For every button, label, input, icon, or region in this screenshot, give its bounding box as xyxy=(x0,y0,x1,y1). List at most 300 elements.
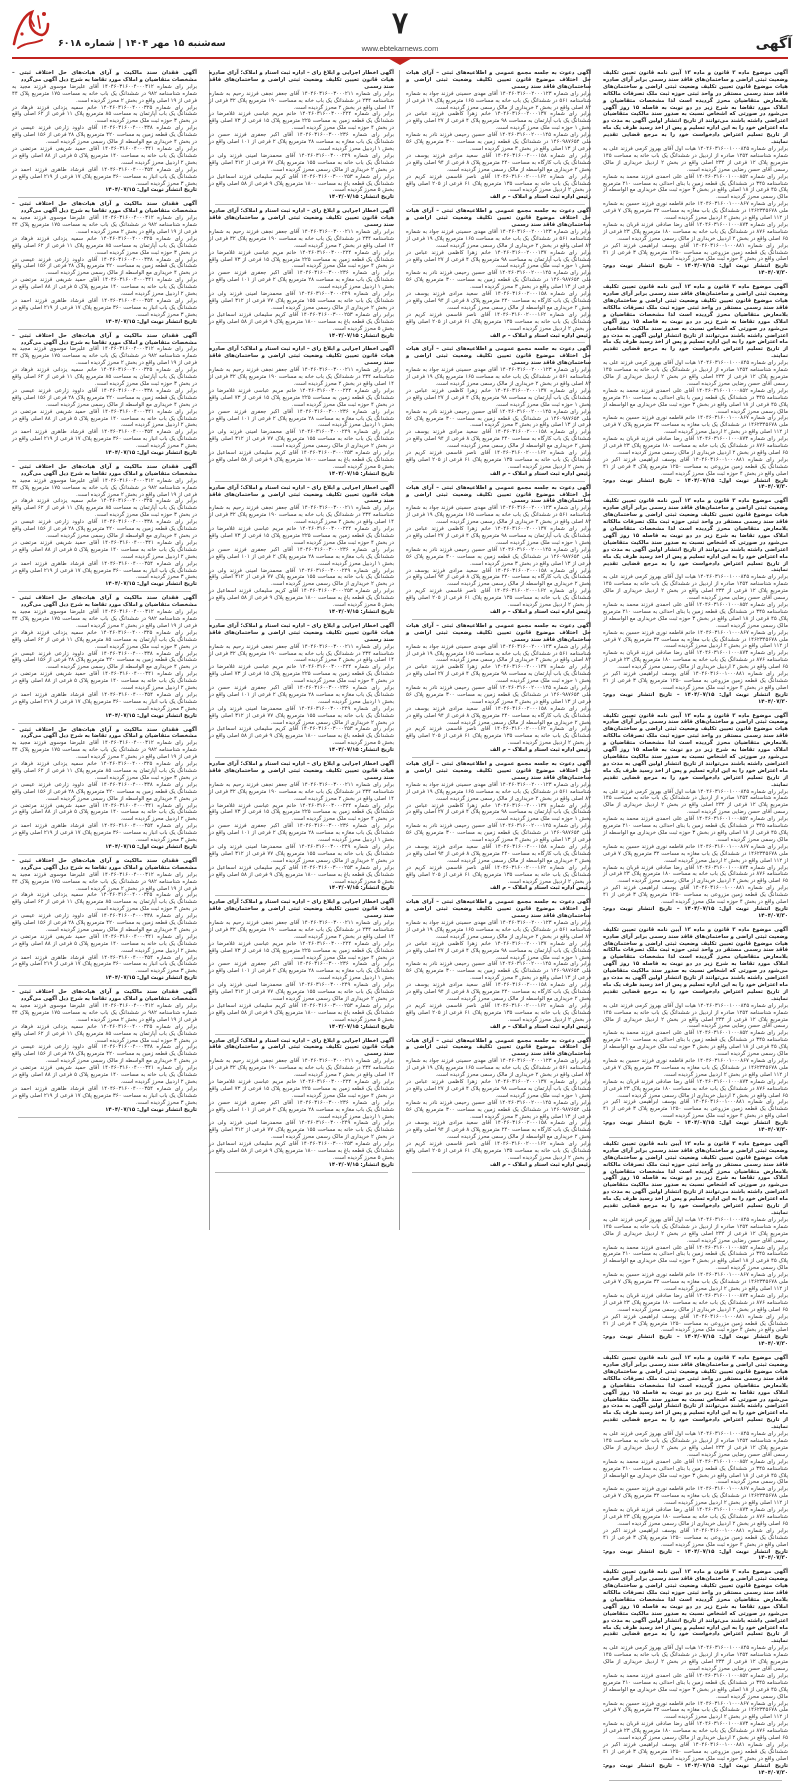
ad-entry: برابر رای شماره ۱۴۰۴۶۰۳۱۶۰۰۲۰۰۰۱۳۷ خانم زهرا کاظمی فرزند عباس در ششدانگ یک باب آپارتمان به مساحت ۹۸ مترمربع پلاک ۴ فرعی از ۲۷ اصلی واقع در بخش ۱ حوزه ثبت ملک محرز گردیده است. xyxy=(406,249,592,270)
ad-block xyxy=(209,346,394,477)
ad-intro: آگهی دعوت به جلسه مجمع عمومی و اطلاعیه‌های ثبتی – آرای هیات حل اختلاف موضوع قانون تعیین تکلیف وضعیت ثبتی اراضی و ساختمان‌های فاقد سند رسمی xyxy=(406,484,591,505)
ad-separator xyxy=(412,1172,585,1173)
ad-intro: آگهی موضوع ماده ۳ قانون و ماده ۱۳ آیین نامه قانون تعیین تکلیف وضعیت ثبتی اراضی و ساختمان‌های فاقد سند رسمی برابر آرای صادره هیات موضوع قانون تعیین تکلیف وضعیت ثبتی اراضی و ساختمان‌های فاقد سند رسمی مستقر در واحد ثبتی حوزه ثبت ملک تصرفات مالکانه بلامعارض متقاضیان محرز گردیده است لذا مشخصات متقاضیان و املاک مورد تقاضا به شرح زیر در دو نوبت به فاصله ۱۵ روز آگهی می‌شود در صورتی که اشخاص نسبت به صدور سند مالکیت متقاضیان اعتراضی داشته باشند می‌توانند از تاریخ انتشار اولین آگهی به مدت دو ماه اعتراض خود را به این اداره تسلیم و پس از اخذ رسید ظرف یک ماه از تاریخ تسلیم اعتراض دادخواست خود را به مرجع قضایی تقدیم نمایند. xyxy=(603,70,789,146)
ad-block xyxy=(12,727,197,851)
ad-block xyxy=(209,208,394,339)
ad-separator xyxy=(412,757,585,758)
ad-ref: تاریخ انتشار: ۱۴۰۴/۰۷/۱۵ xyxy=(328,332,394,339)
ad-entry: برابر رای شماره ۱۴۰۴۶۰۳۱۶۰۰۲۰۰۰۱۵۸ آقای سعید مرادی فرزند یوسف در ششدانگ یک باب کارگاه به مساحت ۲۴۰ مترمربع پلاک ۸ فرعی از ۹۴ اصلی واقع در بخش ۲ خریداری مع الواسطه از مالک رسمی محرز گردیده است. xyxy=(406,982,592,1002)
ad-entry: برابر رای شماره ۱۴۰۴۶۰۳۱۶۰۰۲۰۰۰۱۲۳ آقای مهدی حسینی فرزند جواد به شماره شناسنامه ۵۶۱ در ششدانگ یک باب خانه به مساحت ۱۶۵ مترمربع پلاک ۱۹ فرعی از ۸۲ اصلی واقع در بخش ۲ خریداری از مالک رسمی محرز گردیده است. xyxy=(406,90,592,111)
section-title: آگهی xyxy=(755,36,792,52)
ad-entry: برابر رای شماره ۱۴۰۴۶۰۳۱۶۰۰۲۰۰۰۱۲۳ آقای مهدی حسینی فرزند جواد به شماره شناسنامه ۵۶۱ در ششدانگ یک باب خانه به مساحت ۱۶۵ مترمربع پلاک ۱۹ فرعی از ۸۲ اصلی واقع در بخش ۲ خریداری از مالک رسمی محرز گردیده است. xyxy=(406,781,592,802)
ad-ref: تاریخ انتشار نوبت اول: ۱۴۰۴/۰۷/۱۵ – تاریخ انتشار نوبت دوم: ۱۴۰۴/۰۷/۳۰ xyxy=(603,1548,788,1562)
ad-separator xyxy=(215,619,388,620)
ad-entry: برابر رای شماره ۱۴۰۴۶۰۳۱۶۰۰۱۰۰۰۸۸۱ آقای یوسف ابراهیمی فرزند اکبر در ششدانگ یک قطعه زمین مزروعی به مساحت ۱۲۵۰ مترمربع پلاک ۳ فرعی از ۴۱ اصلی واقع در بخش ۴ حوزه ثبت ملک محرز گردیده است. xyxy=(603,1527,788,1548)
ad-separator xyxy=(609,494,782,495)
ad-ref: تاریخ انتشار نوبت اول: ۱۴۰۴/۰۷/۱۵ – تاریخ انتشار نوبت دوم: ۱۴۰۴/۰۷/۳۰ xyxy=(603,1120,788,1134)
ad-block xyxy=(12,858,197,982)
ad-entry: برابر رای شماره ۱۴۰۴۶۰۳۱۶۰۰۴۰۰۰۳۱۲ آقای علیرضا موسوی فرزند مجید به شماره شناسنامه ۹۸۲ در ششدانگ یک باب خانه به مساحت ۱۷۵ مترمربع پلاک ۴۴ فرعی از ۱۹ اصلی واقع در بخش ۲ محرز گردیده است. xyxy=(12,346,197,367)
ad-entry: برابر رای شماره ۱۴۰۴۶۰۳۱۶۰۰۱۰۰۰۸۷۳ آقای رضا صادقی فرزند قربان به شماره شناسنامه ۸۷۶ در ششدانگ یک باب خانه به مساحت ۱۸۰ مترمربع پلاک ۲۳ فرعی از ۶۵ اصلی واقع در بخش ۲ اردبیل خریداری از مالک رسمی محرز گردیده است. xyxy=(603,1292,789,1313)
ad-ref: رئیس اداره ثبت اسناد و املاک – م الف xyxy=(490,1161,591,1168)
ad-entry: برابر رای شماره ۱۴۰۴۶۰۳۱۶۰۰۱۰۰۰۸۷۳ آقای رضا صادقی فرزند قربان به شماره شناسنامه ۸۷۶ در ششدانگ یک باب خانه به مساحت ۱۸۰ مترمربع پلاک ۲۳ فرعی از ۶۵ اصلی واقع در بخش ۲ اردبیل خریداری از مالک رسمی محرز گردیده است. xyxy=(603,1721,789,1742)
ad-block xyxy=(12,595,197,719)
ad-ref: رئیس اداره ثبت اسناد و املاک – م الف xyxy=(490,747,591,754)
ad-entry: برابر رای شماره ۱۴۰۴۶۰۳۱۶۰۰۳۰۰۰۲۴۹ آقای محمدرضا امینی فرزند ولی در ششدانگ یک باب خانه به مساحت ۱۵۵ مترمربع پلاک ۷۷ فرعی از ۳۱۲ اصلی واقع در بخش ۲ خریداری از مالک رسمی محرز گردیده است. xyxy=(209,843,395,864)
ad-entry: برابر رای شماره ۱۴۰۴۶۰۳۱۶۰۰۲۰۰۰۱۲۳ آقای مهدی حسینی فرزند جواد به شماره شناسنامه ۵۶۱ در ششدانگ یک باب خانه به مساحت ۱۶۵ مترمربع پلاک ۱۹ فرعی از ۸۲ اصلی واقع در بخش ۲ خریداری از مالک رسمی محرز گردیده است. xyxy=(406,228,592,249)
ad-entry: برابر رای شماره ۱۴۰۴۶۰۳۱۶۰۰۳۰۰۰۲۲۴ خانم مریم عباسی فرزند غلامرضا در ششدانگ یک قطعه زمین به مساحت ۲۲۵ مترمربع پلاک ۱۵ فرعی از ۷۳ اصلی واقع در بخش ۴ حوزه ثبت ملک محرز گردیده است. xyxy=(209,802,395,823)
ad-intro: آگهی فقدان سند مالکیت و آرای هیات‌های حل اختلاف ثبتی – مشخصات متقاضیان و املاک مورد تقاضا به شرح ذیل آگهی می‌گردد xyxy=(12,989,197,1003)
ad-block xyxy=(603,70,788,277)
ad-entry: برابر رای شماره ۱۴۰۴۶۰۳۱۶۰۰۱۰۰۰۸۵۲ آقای علی احمدی فرزند محمد به شماره شناسنامه ۳۴۵ در ششدانگ یک قطعه زمین با بنای احداثی به مساحت ۲۱۰ مترمربع پلاک ۴۵ فرعی از ۱۸ اصلی واقع در بخش ۳ حوزه ثبت ملک خریداری مع الواسطه از مالک رسمی محرز گردیده است. xyxy=(603,601,788,629)
ad-entry: برابر رای شماره ۱۴۰۴۶۰۳۱۶۰۰۱۰۰۰۸۷۳ آقای رضا صادقی فرزند قربان به شماره شناسنامه ۸۷۶ در ششدانگ یک باب خانه به مساحت ۱۸۰ مترمربع پلاک ۲۳ فرعی از ۶۵ اصلی واقع در بخش ۲ اردبیل خریداری از مالک رسمی محرز گردیده است. xyxy=(603,221,789,242)
ad-entry: برابر رای شماره ۱۴۰۴۶۰۳۱۶۰۰۳۰۰۰۲۳۶ آقای اکبر جعفری فرزند حسن در ششدانگ یک باب مغازه به مساحت ۲۸ مترمربع پلاک ۲ فرعی از ۱۰۱ اصلی واقع در بخش ۱ اردبیل محرز گردیده است. xyxy=(209,132,394,152)
ad-entry: برابر رای شماره ۱۴۰۴۶۰۳۱۶۰۰۴۰۰۰۳۳۸ آقای داوود زارعی فرزند عیسی در ششدانگ یک قطعه زمین به مساحت ۴۲۰ مترمربع پلاک ۲۸ فرعی از ۱۵۶ اصلی واقع در بخش ۴ خریداری مع الواسطه از مالک رسمی محرز گردیده است. xyxy=(12,519,197,539)
ad-entry: برابر رای شماره ۱۴۰۴۶۰۳۱۶۰۰۲۰۰۰۱۶۲ آقای ناصر قاسمی فرزند کریم در ششدانگ یک باب خانه به مساحت ۱۳۵ مترمربع پلاک ۶۱ فرعی از ۲۰۵ اصلی واقع در بخش ۲ اردبیل محرز گردیده است. xyxy=(406,1141,592,1161)
ad-intro: آگهی اخطار اجرایی و ابلاغ رای – اداره ثبت اسناد و املاک؛ آرای صادره هیات قانون تعیین تکلیف وضعیت ثبتی اراضی و ساختمان‌های فاقد سند رسمی xyxy=(209,761,394,781)
ad-entry: برابر رای شماره ۱۴۰۴۶۰۳۱۶۰۰۱۰۰۰۸۷۳ آقای رضا صادقی فرزند قربان به شماره شناسنامه ۸۷۶ در ششدانگ یک باب خانه به مساحت ۱۸۰ مترمربع پلاک ۲۳ فرعی از ۶۵ اصلی واقع در بخش ۲ اردبیل خریداری از مالک رسمی محرز گردیده است. xyxy=(603,1507,789,1527)
ad-ref: تاریخ انتشار نوبت اول: ۱۴۰۴/۰۷/۱۵ xyxy=(105,712,197,719)
ad-entry: برابر رای شماره ۱۴۰۴۶۰۳۱۶۰۰۳۰۰۰۲۴۹ آقای محمدرضا امینی فرزند ولی در ششدانگ یک باب خانه به مساحت ۱۵۵ مترمربع پلاک ۷۷ فرعی از ۳۱۲ اصلی واقع در بخش ۲ خریداری از مالک رسمی محرز گردیده است. xyxy=(209,152,395,173)
ad-separator xyxy=(412,1034,585,1035)
ad-entry: برابر رای شماره ۱۴۰۴۶۰۳۱۶۰۰۱۰۰۰۸۸۱ آقای یوسف ابراهیمی فرزند اکبر در ششدانگ یک قطعه زمین مزروعی به مساحت ۱۲۵۰ مترمربع پلاک ۳ فرعی از ۴۱ اصلی واقع در بخش ۴ حوزه ثبت ملک محرز گردیده است. xyxy=(603,1741,788,1762)
ad-entry: برابر رای شماره ۱۴۰۴۶۰۳۱۶۰۰۲۰۰۰۱۶۲ آقای ناصر قاسمی فرزند کریم در ششدانگ یک باب خانه به مساحت ۱۳۵ مترمربع پلاک ۶۱ فرعی از ۲۰۵ اصلی واقع در بخش ۲ اردبیل محرز گردیده است. xyxy=(406,1002,592,1023)
ad-ref: تاریخ انتشار: ۱۴۰۴/۰۷/۱۵ xyxy=(328,194,394,201)
ad-block xyxy=(209,1038,394,1169)
ad-entry: برابر رای شماره ۱۴۰۴۶۰۳۱۶۰۰۴۰۰۰۳۴۱ آقای حمید شریفی فرزند مرتضی در ششدانگ یک باب خانه به مساحت ۱۴۰ مترمربع پلاک ۵ فرعی از ۸۸ اصلی واقع در بخش ۲ اردبیل محرز گردیده است. xyxy=(12,933,198,954)
ad-entry: برابر رای شماره ۱۴۰۴۶۰۳۱۶۰۰۳۰۰۰۲۱۱ آقای جعفر نجفی فرزند رحیم به شماره شناسنامه ۲۳۴ در ششدانگ یک باب خانه به مساحت ۱۹۰ مترمربع پلاک ۳۲ فرعی از ۱۴ اصلی واقع در بخش ۲ محرز گردیده است. xyxy=(209,90,395,111)
ad-entry: برابر رای شماره ۱۴۰۴۶۰۳۱۶۰۰۲۰۰۰۱۲۳ آقای مهدی حسینی فرزند جواد به شماره شناسنامه ۵۶۱ در ششدانگ یک باب خانه به مساحت ۱۶۵ مترمربع پلاک ۱۹ فرعی از ۸۲ اصلی واقع در بخش ۲ خریداری از مالک رسمی محرز گردیده است. xyxy=(406,643,592,664)
ad-entry: برابر رای شماره ۱۴۰۴۶۰۳۱۶۰۰۲۰۰۰۱۴۵ آقای حسین رحیمی فرزند نادر به شماره ملی ۱۴۶۰۹۸۷۶۵۴ در ششدانگ یک قطعه زمین به مساحت ۳۰۰ مترمربع پلاک ۵۶ فرعی از ۱۳ اصلی واقع در بخش ۳ محرز گردیده است. xyxy=(406,823,591,844)
ad-separator xyxy=(18,1117,191,1118)
ad-ref: تاریخ انتشار نوبت اول: ۱۴۰۴/۰۷/۱۵ – تاریخ انتشار نوبت دوم: ۱۴۰۴/۰۷/۳۰ xyxy=(603,691,788,705)
ad-entry: برابر رای شماره ۱۴۰۴۶۰۳۱۶۰۰۱۰۰۰۸۷۳ آقای رضا صادقی فرزند قربان به شماره شناسنامه ۸۷۶ در ششدانگ یک باب خانه به مساحت ۱۸۰ مترمربع پلاک ۲۳ فرعی از ۶۵ اصلی واقع در بخش ۲ اردبیل خریداری از مالک رسمی محرز گردیده است. xyxy=(603,864,789,885)
ad-separator xyxy=(18,197,191,198)
ad-ref: تاریخ انتشار نوبت اول: ۱۴۰۴/۰۷/۱۵ xyxy=(105,581,197,588)
ad-ref: تاریخ انتشار نوبت اول: ۱۴۰۴/۰۷/۱۵ – تاریخ انتشار نوبت دوم: ۱۴۰۴/۰۷/۳۰ xyxy=(603,1762,788,1776)
ad-entry: برابر رای شماره ۱۴۰۴۶۰۳۱۶۰۰۳۰۰۰۲۴۹ آقای محمدرضا امینی فرزند ولی در ششدانگ یک باب خانه به مساحت ۱۵۵ مترمربع پلاک ۷۷ فرعی از ۳۱۲ اصلی واقع در بخش ۲ خریداری از مالک رسمی محرز گردیده است. xyxy=(209,1120,395,1141)
ad-separator xyxy=(609,1565,782,1566)
ad-entry: برابر رای شماره ۱۴۰۴۶۰۳۱۶۰۰۴۰۰۰۳۴۱ آقای حمید شریفی فرزند مرتضی در ششدانگ یک باب خانه به مساحت ۱۴۰ مترمربع پلاک ۵ فرعی از ۸۸ اصلی واقع در بخش ۲ اردبیل محرز گردیده است. xyxy=(12,277,198,298)
ad-entry: برابر رای شماره ۱۴۰۴۶۰۳۱۶۰۰۳۰۰۰۲۲۴ خانم مریم عباسی فرزند غلامرضا در ششدانگ یک قطعه زمین به مساحت ۲۲۵ مترمربع پلاک ۱۵ فرعی از ۷۳ اصلی واقع در بخش ۴ حوزه ثبت ملک محرز گردیده است. xyxy=(209,249,395,270)
ad-entry: برابر رای شماره ۱۴۰۴۶۰۳۱۶۰۰۱۰۰۰۸۶۷ خانم فاطمه نوری فرزند حسین به شماره ملی ۱۴۶۲۳۴۵۶۷۸ در ششدانگ یک باب مغازه به مساحت ۳۲ مترمربع پلاک ۷ فرعی از ۱۱۲ اصلی واقع در بخش ۲ اردبیل محرز گردیده است. xyxy=(603,1486,788,1507)
ad-block xyxy=(406,346,591,477)
ad-intro: آگهی فقدان سند مالکیت و آرای هیات‌های حل اختلاف ثبتی – مشخصات متقاضیان و املاک مورد تقاضا به شرح ذیل آگهی می‌گردد xyxy=(12,332,197,346)
ad-entry: برابر رای شماره ۱۴۰۴۶۰۳۱۶۰۰۳۰۰۰۲۳۶ آقای اکبر جعفری فرزند حسن در ششدانگ یک باب مغازه به مساحت ۲۸ مترمربع پلاک ۲ فرعی از ۱۰۱ اصلی واقع در بخش ۱ اردبیل محرز گردیده است. xyxy=(209,408,394,429)
ad-entry: برابر رای شماره ۱۴۰۴۶۰۳۱۶۰۰۲۰۰۰۱۳۷ خانم زهرا کاظمی فرزند عباس در ششدانگ یک باب آپارتمان به مساحت ۹۸ مترمربع پلاک ۴ فرعی از ۲۷ اصلی واقع در بخش ۱ حوزه ثبت ملک محرز گردیده است. xyxy=(406,664,592,685)
ad-entry: برابر رای شماره ۱۴۰۴۶۰۳۱۶۰۰۳۰۰۰۲۵۳ آقای کریم سلیمانی فرزند اسماعیل در ششدانگ یک قطعه باغ به مساحت ۱۸۰۰ مترمربع پلاک ۹ فرعی از ۵۸ اصلی واقع در بخش ۵ محرز گردیده است. xyxy=(209,864,394,885)
ad-entry: برابر رای شماره ۱۴۰۴۶۰۳۱۶۰۰۱۰۰۰۸۶۷ خانم فاطمه نوری فرزند حسین به شماره ملی ۱۴۶۲۳۴۵۶۷۸ در ششدانگ یک باب مغازه به مساحت ۳۲ مترمربع پلاک ۷ فرعی از ۱۱۲ اصلی واقع در بخش ۲ اردبیل محرز گردیده است. xyxy=(603,629,788,650)
ad-entry: برابر رای شماره ۱۴۰۴۶۰۳۱۶۰۰۱۰۰۰۸۵۲ آقای علی احمدی فرزند محمد به شماره شناسنامه ۳۴۵ در ششدانگ یک قطعه زمین با بنای احداثی به مساحت ۲۱۰ مترمربع پلاک ۴۵ فرعی از ۱۸ اصلی واقع در بخش ۳ حوزه ثبت ملک خریداری مع الواسطه از مالک رسمی محرز گردیده است. xyxy=(603,1672,788,1700)
ad-entry: برابر رای شماره ۱۴۰۴۶۰۳۱۶۰۰۴۰۰۰۳۱۲ آقای علیرضا موسوی فرزند مجید به شماره شناسنامه ۹۸۲ در ششدانگ یک باب خانه به مساحت ۱۷۵ مترمربع پلاک ۴۴ فرعی از ۱۹ اصلی واقع در بخش ۲ محرز گردیده است. xyxy=(12,1003,197,1023)
ad-block xyxy=(603,284,788,491)
ad-block xyxy=(209,623,394,754)
ad-entry: برابر رای شماره ۱۴۰۴۶۰۳۱۶۰۰۳۰۰۰۲۵۳ آقای کریم سلیمانی فرزند اسماعیل در ششدانگ یک قطعه باغ به مساحت ۱۸۰۰ مترمربع پلاک ۹ فرعی از ۵۸ اصلی واقع در بخش ۵ محرز گردیده است. xyxy=(209,311,394,332)
ad-ref: تاریخ انتشار: ۱۴۰۴/۰۷/۱۵ xyxy=(328,885,394,892)
ad-entry: برابر رای شماره ۱۴۰۴۶۰۳۱۶۰۰۴۰۰۰۳۲۵ خانم سمیه یزدانی فرزند فرهاد در ششدانگ یک باب آپارتمان به مساحت ۸۵ مترمربع پلاک ۱۱ فرعی از ۶۲ اصلی واقع در بخش ۳ حوزه ثبت ملک محرز گردیده است. xyxy=(12,892,197,913)
ad-separator xyxy=(609,1351,782,1352)
ad-entry: برابر رای شماره ۱۴۰۴۶۰۳۱۶۰۰۴۰۰۰۳۲۵ خانم سمیه یزدانی فرزند فرهاد در ششدانگ یک باب آپارتمان به مساحت ۸۵ مترمربع پلاک ۱۱ فرعی از ۶۲ اصلی واقع در بخش ۳ حوزه ثبت ملک محرز گردیده است. xyxy=(12,629,197,650)
ad-entry: برابر رای شماره ۱۴۰۴۶۰۳۱۶۰۰۱۰۰۰۸۸۱ آقای یوسف ابراهیمی فرزند اکبر در ششدانگ یک قطعه زمین مزروعی به مساحت ۱۲۵۰ مترمربع پلاک ۳ فرعی از ۴۱ اصلی واقع در بخش ۴ حوزه ثبت ملک محرز گردیده است. xyxy=(603,242,788,263)
ad-entry: برابر رای شماره ۱۴۰۴۶۰۳۱۶۰۰۲۰۰۰۱۴۵ آقای حسین رحیمی فرزند نادر به شماره ملی ۱۴۶۰۹۸۷۶۵۴ در ششدانگ یک قطعه زمین به مساحت ۳۰۰ مترمربع پلاک ۵۶ فرعی از ۱۳ اصلی واقع در بخش ۳ محرز گردیده است. xyxy=(406,961,591,982)
ad-entry: برابر رای شماره ۱۴۰۴۶۰۳۱۶۰۰۱۰۰۰۸۷۳ آقای رضا صادقی فرزند قربان به شماره شناسنامه ۸۷۶ در ششدانگ یک باب خانه به مساحت ۱۸۰ مترمربع پلاک ۲۳ فرعی از ۶۵ اصلی واقع در بخش ۲ اردبیل خریداری از مالک رسمی محرز گردیده است. xyxy=(603,650,789,671)
site-url-link[interactable]: www.ebtekarnews.com xyxy=(361,44,439,53)
ad-entry: برابر رای شماره ۱۴۰۴۶۰۳۱۶۰۰۳۰۰۰۲۵۳ آقای کریم سلیمانی فرزند اسماعیل در ششدانگ یک قطعه باغ به مساحت ۱۸۰۰ مترمربع پلاک ۹ فرعی از ۵۸ اصلی واقع در بخش ۵ محرز گردیده است. xyxy=(209,1002,394,1023)
ad-entry: برابر رای شماره ۱۴۰۴۶۰۳۱۶۰۰۲۰۰۰۱۳۷ خانم زهرا کاظمی فرزند عباس در ششدانگ یک باب آپارتمان به مساحت ۹۸ مترمربع پلاک ۴ فرعی از ۲۷ اصلی واقع در بخش ۱ حوزه ثبت ملک محرز گردیده است. xyxy=(406,111,592,132)
ad-entry: برابر رای شماره ۱۴۰۴۶۰۳۱۶۰۰۱۰۰۰۸۶۷ خانم فاطمه نوری فرزند حسین به شماره ملی ۱۴۶۲۳۴۵۶۷۸ در ششدانگ یک باب مغازه به مساحت ۳۲ مترمربع پلاک ۷ فرعی از ۱۱۲ اصلی واقع در بخش ۲ اردبیل محرز گردیده است. xyxy=(603,415,788,436)
ad-entry: برابر رای شماره ۱۴۰۴۶۰۳۱۶۰۰۳۰۰۰۲۵۳ آقای کریم سلیمانی فرزند اسماعیل در ششدانگ یک قطعه باغ به مساحت ۱۸۰۰ مترمربع پلاک ۹ فرعی از ۵۸ اصلی واقع در بخش ۵ محرز گردیده است. xyxy=(209,726,394,747)
ad-entry: برابر رای شماره ۱۴۰۴۶۰۳۱۶۰۰۱۰۰۰۸۶۷ خانم فاطمه نوری فرزند حسین به شماره ملی ۱۴۶۲۳۴۵۶۷۸ در ششدانگ یک باب مغازه به مساحت ۳۲ مترمربع پلاک ۷ فرعی از ۱۱۲ اصلی واقع در بخش ۲ اردبیل محرز گردیده است. xyxy=(603,1057,788,1078)
ad-entry: برابر رای شماره ۱۴۰۴۶۰۳۱۶۰۰۲۰۰۰۱۵۸ آقای سعید مرادی فرزند یوسف در ششدانگ یک باب کارگاه به مساحت ۲۴۰ مترمربع پلاک ۸ فرعی از ۹۴ اصلی واقع در بخش ۲ خریداری مع الواسطه از مالک رسمی محرز گردیده است. xyxy=(406,705,592,726)
ad-entry: برابر رای شماره ۱۴۰۴۶۰۳۱۶۰۰۲۰۰۰۱۵۸ آقای سعید مرادی فرزند یوسف در ششدانگ یک باب کارگاه به مساحت ۲۴۰ مترمربع پلاک ۸ فرعی از ۹۴ اصلی واقع در بخش ۲ خریداری مع الواسطه از مالک رسمی محرز گردیده است. xyxy=(406,291,592,311)
ad-ref: تاریخ انتشار نوبت اول: ۱۴۰۴/۰۷/۱۵ – تاریخ انتشار نوبت دوم: ۱۴۰۴/۰۷/۳۰ xyxy=(603,905,788,919)
ad-entry: برابر رای شماره ۱۴۰۴۶۰۳۱۶۰۰۲۰۰۰۱۶۲ آقای ناصر قاسمی فرزند کریم در ششدانگ یک باب خانه به مساحت ۱۳۵ مترمربع پلاک ۶۱ فرعی از ۲۰۵ اصلی واقع در بخش ۲ اردبیل محرز گردیده است. xyxy=(406,726,592,747)
ad-entry: برابر رای شماره ۱۴۰۴۶۰۳۱۶۰۰۴۰۰۰۳۱۲ آقای علیرضا موسوی فرزند مجید به شماره شناسنامه ۹۸۲ در ششدانگ یک باب خانه به مساحت ۱۷۵ مترمربع پلاک ۴۴ فرعی از ۱۹ اصلی واقع در بخش ۲ محرز گردیده است. xyxy=(12,871,197,892)
ad-column xyxy=(209,70,394,1230)
ad-intro: آگهی فقدان سند مالکیت و آرای هیات‌های حل اختلاف ثبتی – مشخصات متقاضیان و املاک مورد تقاضا به شرح ذیل آگهی می‌گردد xyxy=(12,857,197,871)
ad-entry: برابر رای شماره ۱۴۰۴۶۰۳۱۶۰۰۴۰۰۰۳۵۴ آقای فرشاد طاهری فرزند احمد در ششدانگ یک باب انبار به مساحت ۳۶۰ مترمربع پلاک ۱۷ فرعی از ۲۱۹ اصلی واقع در بخش ۳ محرز گردیده است. xyxy=(12,298,198,318)
ad-entry: برابر رای شماره ۱۴۰۴۶۰۳۱۶۰۰۴۰۰۰۳۱۲ آقای علیرضا موسوی فرزند مجید به شماره شناسنامه ۹۸۲ در ششدانگ یک باب خانه به مساحت ۱۷۵ مترمربع پلاک ۴۴ فرعی از ۱۹ اصلی واقع در بخش ۲ محرز گردیده است. xyxy=(12,83,197,104)
ad-entry: برابر رای شماره ۱۴۰۴۶۰۳۱۶۰۰۴۰۰۰۳۳۸ آقای داوود زارعی فرزند عیسی در ششدانگ یک قطعه زمین به مساحت ۴۲۰ مترمربع پلاک ۲۸ فرعی از ۱۵۶ اصلی واقع در بخش ۴ خریداری مع الواسطه از مالک رسمی محرز گردیده است. xyxy=(12,387,197,408)
ad-columns xyxy=(12,70,789,1776)
ad-entry: برابر رای شماره ۱۴۰۴۶۰۳۱۶۰۰۱۰۰۰۸۸۱ آقای یوسف ابراهیمی فرزند اکبر در ششدانگ یک قطعه زمین مزروعی به مساحت ۱۲۵۰ مترمربع پلاک ۳ فرعی از ۴۱ اصلی واقع در بخش ۴ حوزه ثبت ملک محرز گردیده است. xyxy=(603,885,788,906)
ad-ref: تاریخ انتشار نوبت اول: ۱۴۰۴/۰۷/۱۵ – تاریخ انتشار نوبت دوم: ۱۴۰۴/۰۷/۳۰ xyxy=(603,263,788,277)
ad-entry: برابر رای شماره ۱۴۰۴۶۰۳۱۶۰۰۳۰۰۰۲۴۹ آقای محمدرضا امینی فرزند ولی در ششدانگ یک باب خانه به مساحت ۱۵۵ مترمربع پلاک ۷۷ فرعی از ۳۱۲ اصلی واقع در بخش ۲ خریداری از مالک رسمی محرز گردیده است. xyxy=(209,705,395,726)
page-header xyxy=(0,0,800,64)
ad-separator xyxy=(412,342,585,343)
ad-ref: رئیس اداره ثبت اسناد و املاک – م الف xyxy=(490,470,591,477)
ad-entry: برابر رای شماره ۱۴۰۴۶۰۳۱۶۰۰۳۰۰۰۲۳۶ آقای اکبر جعفری فرزند حسن در ششدانگ یک باب مغازه به مساحت ۲۸ مترمربع پلاک ۲ فرعی از ۱۰۱ اصلی واقع در بخش ۱ اردبیل محرز گردیده است. xyxy=(209,823,394,844)
ad-block xyxy=(406,623,591,754)
ad-entry: برابر رای شماره ۱۴۰۴۶۰۳۱۶۰۰۴۰۰۰۳۲۵ خانم سمیه یزدانی فرزند فرهاد در ششدانگ یک باب آپارتمان به مساحت ۸۵ مترمربع پلاک ۱۱ فرعی از ۶۲ اصلی واقع در بخش ۳ حوزه ثبت ملک محرز گردیده است. xyxy=(12,761,197,781)
ad-entry: برابر رای شماره ۱۴۰۴۶۰۳۱۶۰۰۴۰۰۰۳۳۸ آقای داوود زارعی فرزند عیسی در ششدانگ یک قطعه زمین به مساحت ۴۲۰ مترمربع پلاک ۲۸ فرعی از ۱۵۶ اصلی واقع در بخش ۴ خریداری مع الواسطه از مالک رسمی محرز گردیده است. xyxy=(12,125,197,146)
ad-intro: آگهی موضوع ماده ۳ قانون و ماده ۱۳ آیین نامه قانون تعیین تکلیف وضعیت ثبتی اراضی و ساختمان‌های فاقد سند رسمی برابر آرای صادره هیات موضوع قانون تعیین تکلیف وضعیت ثبتی اراضی و ساختمان‌های فاقد سند رسمی مستقر در واحد ثبتی حوزه ثبت ملک تصرفات مالکانه بلامعارض متقاضیان محرز گردیده است لذا مشخصات متقاضیان و املاک مورد تقاضا به شرح زیر در دو نوبت به فاصله ۱۵ روز آگهی می‌شود در صورتی که اشخاص نسبت به صدور سند مالکیت متقاضیان اعتراضی داشته باشند می‌توانند از تاریخ انتشار اولین آگهی به مدت دو ماه اعتراض خود را به این اداره تسلیم و پس از اخذ رسید ظرف یک ماه از تاریخ تسلیم اعتراض دادخواست خود را به مرجع قضایی تقدیم نمایند. xyxy=(603,498,789,574)
ad-entry: برابر رای شماره ۱۴۰۴۶۰۳۱۶۰۰۲۰۰۰۱۶۲ آقای ناصر قاسمی فرزند کریم در ششدانگ یک باب خانه به مساحت ۱۳۵ مترمربع پلاک ۶۱ فرعی از ۲۰۵ اصلی واقع در بخش ۲ اردبیل محرز گردیده است. xyxy=(406,173,592,194)
ad-intro: آگهی موضوع ماده ۳ قانون و ماده ۱۳ آیین نامه قانون تعیین تکلیف وضعیت ثبتی اراضی و ساختمان‌های فاقد سند رسمی برابر آرای صادره هیات موضوع قانون تعیین تکلیف وضعیت ثبتی اراضی و ساختمان‌های فاقد سند رسمی مستقر در واحد ثبتی حوزه ثبت ملک تصرفات مالکانه بلامعارض متقاضیان محرز گردیده است لذا مشخصات متقاضیان و املاک مورد تقاضا به شرح زیر در دو نوبت به فاصله ۱۵ روز آگهی می‌شود در صورتی که اشخاص نسبت به صدور سند مالکیت متقاضیان اعتراضی داشته باشند می‌توانند از تاریخ انتشار اولین آگهی به مدت دو ماه اعتراض خود را به این اداره تسلیم و پس از اخذ رسید ظرف یک ماه از تاریخ تسلیم اعتراض دادخواست خود را به مرجع قضایی تقدیم نمایند. xyxy=(603,284,789,360)
ad-block xyxy=(406,899,591,1030)
ad-intro: آگهی اخطار اجرایی و ابلاغ رای – اداره ثبت اسناد و املاک؛ آرای صادره هیات قانون تعیین تکلیف وضعیت ثبتی اراضی و ساختمان‌های فاقد سند رسمی xyxy=(209,1037,394,1058)
ad-entry: برابر رای شماره ۱۴۰۴۶۰۳۱۶۰۰۱۰۰۰۸۴۵ هیات اول آقای بهروز کرمی فرزند علی به شماره شناسنامه ۱۲۵۴ صادره از اردبیل در ششدانگ یک باب خانه به مساحت ۱۴۵ مترمربع پلاک ۱۲ فرعی از ۲۳۴ اصلی واقع در بخش ۲ اردبیل خریداری از مالک رسمی آقای حسن رضایی محرز گردیده است. xyxy=(603,788,788,816)
ad-entry: برابر رای شماره ۱۴۰۴۶۰۳۱۶۰۰۴۰۰۰۳۵۴ آقای فرشاد طاهری فرزند احمد در ششدانگ یک باب انبار به مساحت ۳۶۰ مترمربع پلاک ۱۷ فرعی از ۲۱۹ اصلی واقع در بخش ۳ محرز گردیده است. xyxy=(12,823,198,844)
ad-entry: برابر رای شماره ۱۴۰۴۶۰۳۱۶۰۰۳۰۰۰۲۱۱ آقای جعفر نجفی فرزند رحیم به شماره شناسنامه ۲۳۴ در ششدانگ یک باب خانه به مساحت ۱۹۰ مترمربع پلاک ۳۲ فرعی از ۱۴ اصلی واقع در بخش ۲ محرز گردیده است. xyxy=(209,1058,395,1079)
ad-ref: تاریخ انتشار نوبت اول: ۱۴۰۴/۰۷/۱۵ xyxy=(105,450,197,457)
ad-block xyxy=(603,1141,788,1348)
ad-entry: برابر رای شماره ۱۴۰۴۶۰۳۱۶۰۰۱۰۰۰۸۴۵ هیات اول آقای بهروز کرمی فرزند علی به شماره شناسنامه ۱۲۵۴ صادره از اردبیل در ششدانگ یک باب خانه به مساحت ۱۴۵ مترمربع پلاک ۱۲ فرعی از ۲۳۴ اصلی واقع در بخش ۲ اردبیل خریداری از مالک رسمی آقای حسن رضایی محرز گردیده است. xyxy=(603,145,788,173)
ad-entry: برابر رای شماره ۱۴۰۴۶۰۳۱۶۰۰۳۰۰۰۲۵۳ آقای کریم سلیمانی فرزند اسماعیل در ششدانگ یک قطعه باغ به مساحت ۱۸۰۰ مترمربع پلاک ۹ فرعی از ۵۸ اصلی واقع در بخش ۵ محرز گردیده است. xyxy=(209,588,394,609)
ad-block xyxy=(209,899,394,1030)
ad-ref: تاریخ انتشار نوبت اول: ۱۴۰۴/۰۷/۱۵ xyxy=(105,843,197,850)
ad-entry: برابر رای شماره ۱۴۰۴۶۰۳۱۶۰۰۴۰۰۰۳۲۵ خانم سمیه یزدانی فرزند فرهاد در ششدانگ یک باب آپارتمان به مساحت ۸۵ مترمربع پلاک ۱۱ فرعی از ۶۲ اصلی واقع در بخش ۳ حوزه ثبت ملک محرز گردیده است. xyxy=(12,367,197,387)
ad-entry: برابر رای شماره ۱۴۰۴۶۰۳۱۶۰۰۲۰۰۰۱۲۳ آقای مهدی حسینی فرزند جواد به شماره شناسنامه ۵۶۱ در ششدانگ یک باب خانه به مساحت ۱۶۵ مترمربع پلاک ۱۹ فرعی از ۸۲ اصلی واقع در بخش ۲ خریداری از مالک رسمی محرز گردیده است. xyxy=(406,367,592,387)
ad-intro: آگهی اخطار اجرایی و ابلاغ رای – اداره ثبت اسناد و املاک؛ آرای صادره هیات قانون تعیین تکلیف وضعیت ثبتی اراضی و ساختمان‌های فاقد سند رسمی xyxy=(209,899,394,920)
ad-entry: برابر رای شماره ۱۴۰۴۶۰۳۱۶۰۰۴۰۰۰۳۳۸ آقای داوود زارعی فرزند عیسی در ششدانگ یک قطعه زمین به مساحت ۴۲۰ مترمربع پلاک ۲۸ فرعی از ۱۵۶ اصلی واقع در بخش ۴ خریداری مع الواسطه از مالک رسمی محرز گردیده است. xyxy=(12,256,197,277)
ad-block xyxy=(603,1569,788,1776)
ad-entry: برابر رای شماره ۱۴۰۴۶۰۳۱۶۰۰۴۰۰۰۳۵۴ آقای فرشاد طاهری فرزند احمد در ششدانگ یک باب انبار به مساحت ۳۶۰ مترمربع پلاک ۱۷ فرعی از ۲۱۹ اصلی واقع در بخش ۳ محرز گردیده است. xyxy=(12,1085,198,1106)
ad-entry: برابر رای شماره ۱۴۰۴۶۰۳۱۶۰۰۳۰۰۰۲۴۹ آقای محمدرضا امینی فرزند ولی در ششدانگ یک باب خانه به مساحت ۱۵۵ مترمربع پلاک ۷۷ فرعی از ۳۱۲ اصلی واقع در بخش ۲ خریداری از مالک رسمی محرز گردیده است. xyxy=(209,291,395,311)
ad-entry: برابر رای شماره ۱۴۰۴۶۰۳۱۶۰۰۱۰۰۰۸۵۲ آقای علی احمدی فرزند محمد به شماره شناسنامه ۳۴۵ در ششدانگ یک قطعه زمین با بنای احداثی به مساحت ۲۱۰ مترمربع پلاک ۴۵ فرعی از ۱۸ اصلی واقع در بخش ۳ حوزه ثبت ملک خریداری مع الواسطه از مالک رسمی محرز گردیده است. xyxy=(603,387,788,415)
ad-entry: برابر رای شماره ۱۴۰۴۶۰۳۱۶۰۰۳۰۰۰۲۱۱ آقای جعفر نجفی فرزند رحیم به شماره شناسنامه ۲۳۴ در ششدانگ یک باب خانه به مساحت ۱۹۰ مترمربع پلاک ۳۲ فرعی از ۱۴ اصلی واقع در بخش ۲ محرز گردیده است. xyxy=(209,781,395,802)
ad-separator xyxy=(215,1034,388,1035)
ad-intro: آگهی فقدان سند مالکیت و آرای هیات‌های حل اختلاف ثبتی – مشخصات متقاضیان و املاک مورد تقاضا به شرح ذیل آگهی می‌گردد xyxy=(12,463,197,477)
ad-block xyxy=(406,70,591,201)
ad-entry: برابر رای شماره ۱۴۰۴۶۰۳۱۶۰۰۴۰۰۰۳۱۲ آقای علیرضا موسوی فرزند مجید به شماره شناسنامه ۹۸۲ در ششدانگ یک باب خانه به مساحت ۱۷۵ مترمربع پلاک ۴۴ فرعی از ۱۹ اصلی واقع در بخش ۲ محرز گردیده است. xyxy=(12,609,197,629)
ad-intro: آگهی دعوت به جلسه مجمع عمومی و اطلاعیه‌های ثبتی – آرای هیات حل اختلاف موضوع قانون تعیین تکلیف وضعیت ثبتی اراضی و ساختمان‌های فاقد سند رسمی xyxy=(406,899,591,920)
ad-entry: برابر رای شماره ۱۴۰۴۶۰۳۱۶۰۰۲۰۰۰۱۴۵ آقای حسین رحیمی فرزند نادر به شماره ملی ۱۴۶۰۹۸۷۶۵۴ در ششدانگ یک قطعه زمین به مساحت ۳۰۰ مترمربع پلاک ۵۶ فرعی از ۱۳ اصلی واقع در بخش ۳ محرز گردیده است. xyxy=(406,546,591,567)
ad-entry: برابر رای شماره ۱۴۰۴۶۰۳۱۶۰۰۲۰۰۰۱۶۲ آقای ناصر قاسمی فرزند کریم در ششدانگ یک باب خانه به مساحت ۱۳۵ مترمربع پلاک ۶۱ فرعی از ۲۰۵ اصلی واقع در بخش ۲ اردبیل محرز گردیده است. xyxy=(406,588,592,609)
ad-entry: برابر رای شماره ۱۴۰۴۶۰۳۱۶۰۰۱۰۰۰۸۴۵ هیات اول آقای بهروز کرمی فرزند علی به شماره شناسنامه ۱۲۵۴ صادره از اردبیل در ششدانگ یک باب خانه به مساحت ۱۴۵ مترمربع پلاک ۱۲ فرعی از ۲۳۴ اصلی واقع در بخش ۲ اردبیل خریداری از مالک رسمی آقای حسن رضایی محرز گردیده است. xyxy=(603,1216,788,1244)
ad-separator xyxy=(609,280,782,281)
ad-entry: برابر رای شماره ۱۴۰۴۶۰۳۱۶۰۰۲۰۰۰۱۵۸ آقای سعید مرادی فرزند یوسف در ششدانگ یک باب کارگاه به مساحت ۲۴۰ مترمربع پلاک ۸ فرعی از ۹۴ اصلی واقع در بخش ۲ خریداری مع الواسطه از مالک رسمی محرز گردیده است. xyxy=(406,843,592,864)
ad-entry: برابر رای شماره ۱۴۰۴۶۰۳۱۶۰۰۳۰۰۰۲۱۱ آقای جعفر نجفی فرزند رحیم به شماره شناسنامه ۲۳۴ در ششدانگ یک باب خانه به مساحت ۱۹۰ مترمربع پلاک ۳۲ فرعی از ۱۴ اصلی واقع در بخش ۲ محرز گردیده است. xyxy=(209,920,395,940)
ad-separator xyxy=(215,757,388,758)
ad-intro: آگهی دعوت به جلسه مجمع عمومی و اطلاعیه‌های ثبتی – آرای هیات حل اختلاف موضوع قانون تعیین تکلیف وضعیت ثبتی اراضی و ساختمان‌های فاقد سند رسمی xyxy=(406,70,591,90)
ad-entry: برابر رای شماره ۱۴۰۴۶۰۳۱۶۰۰۲۰۰۰۱۳۷ خانم زهرا کاظمی فرزند عباس در ششدانگ یک باب آپارتمان به مساحت ۹۸ مترمربع پلاک ۴ فرعی از ۲۷ اصلی واقع در بخش ۱ حوزه ثبت ملک محرز گردیده است. xyxy=(406,526,592,546)
ad-separator xyxy=(18,591,191,592)
ad-separator xyxy=(18,854,191,855)
ad-block xyxy=(406,1038,591,1169)
ad-entry: برابر رای شماره ۱۴۰۴۶۰۳۱۶۰۰۱۰۰۰۸۵۲ آقای علی احمدی فرزند محمد به شماره شناسنامه ۳۴۵ در ششدانگ یک قطعه زمین با بنای احداثی به مساحت ۲۱۰ مترمربع پلاک ۴۵ فرعی از ۱۸ اصلی واقع در بخش ۳ حوزه ثبت ملک خریداری مع الواسطه از مالک رسمی محرز گردیده است. xyxy=(603,816,788,843)
ad-entry: برابر رای شماره ۱۴۰۴۶۰۳۱۶۰۰۲۰۰۰۱۴۵ آقای حسین رحیمی فرزند نادر به شماره ملی ۱۴۶۰۹۸۷۶۵۴ در ششدانگ یک قطعه زمین به مساحت ۳۰۰ مترمربع پلاک ۵۶ فرعی از ۱۳ اصلی واقع در بخش ۳ محرز گردیده است. xyxy=(406,270,591,291)
ad-ref: تاریخ انتشار نوبت اول: ۱۴۰۴/۰۷/۱۵ – تاریخ انتشار نوبت دوم: ۱۴۰۴/۰۷/۳۰ xyxy=(603,477,788,491)
ad-entry: برابر رای شماره ۱۴۰۴۶۰۳۱۶۰۰۳۰۰۰۲۴۹ آقای محمدرضا امینی فرزند ولی در ششدانگ یک باب خانه به مساحت ۱۵۵ مترمربع پلاک ۷۷ فرعی از ۳۱۲ اصلی واقع در بخش ۲ خریداری از مالک رسمی محرز گردیده است. xyxy=(209,429,395,450)
ad-ref: رئیس اداره ثبت اسناد و املاک – م الف xyxy=(490,608,591,615)
ad-intro: آگهی موضوع ماده ۳ قانون و ماده ۱۳ آیین نامه قانون تعیین تکلیف وضعیت ثبتی اراضی و ساختمان‌های فاقد سند رسمی برابر آرای صادره هیات موضوع قانون تعیین تکلیف وضعیت ثبتی اراضی و ساختمان‌های فاقد سند رسمی مستقر در واحد ثبتی حوزه ثبت ملک تصرفات مالکانه بلامعارض متقاضیان محرز گردیده است لذا مشخصات متقاضیان و املاک مورد تقاضا به شرح زیر در دو نوبت به فاصله ۱۵ روز آگهی می‌شود در صورتی که اشخاص نسبت به صدور سند مالکیت متقاضیان اعتراضی داشته باشند می‌توانند از تاریخ انتشار اولین آگهی به مدت دو ماه اعتراض خود را به این اداره تسلیم و پس از اخذ رسید ظرف یک ماه از تاریخ تسلیم اعتراض دادخواست خود را به مرجع قضایی تقدیم نمایند. xyxy=(603,1569,789,1645)
ad-entry: برابر رای شماره ۱۴۰۴۶۰۳۱۶۰۰۴۰۰۰۳۱۲ آقای علیرضا موسوی فرزند مجید به شماره شناسنامه ۹۸۲ در ششدانگ یک باب خانه به مساحت ۱۷۵ مترمربع پلاک ۴۴ فرعی از ۱۹ اصلی واقع در بخش ۲ محرز گردیده است. xyxy=(12,215,197,235)
ad-intro: آگهی دعوت به جلسه مجمع عمومی و اطلاعیه‌های ثبتی – آرای هیات حل اختلاف موضوع قانون تعیین تکلیف وضعیت ثبتی اراضی و ساختمان‌های فاقد سند رسمی xyxy=(406,1037,591,1058)
ad-entry: برابر رای شماره ۱۴۰۴۶۰۳۱۶۰۰۲۰۰۰۱۵۸ آقای سعید مرادی فرزند یوسف در ششدانگ یک باب کارگاه به مساحت ۲۴۰ مترمربع پلاک ۸ فرعی از ۹۴ اصلی واقع در بخش ۲ خریداری مع الواسطه از مالک رسمی محرز گردیده است. xyxy=(406,1120,592,1141)
ad-intro: آگهی فقدان سند مالکیت و آرای هیات‌های حل اختلاف ثبتی – مشخصات متقاضیان و املاک مورد تقاضا به شرح ذیل آگهی می‌گردد xyxy=(12,726,197,740)
ad-block xyxy=(603,927,788,1134)
ad-block xyxy=(12,70,197,194)
ad-intro: آگهی موضوع ماده ۳ قانون و ماده ۱۳ آیین نامه قانون تعیین تکلیف وضعیت ثبتی اراضی و ساختمان‌های فاقد سند رسمی برابر آرای صادره هیات موضوع قانون تعیین تکلیف وضعیت ثبتی اراضی و ساختمان‌های فاقد سند رسمی مستقر در واحد ثبتی حوزه ثبت ملک تصرفات مالکانه بلامعارض متقاضیان محرز گردیده است لذا مشخصات متقاضیان و املاک مورد تقاضا به شرح زیر در دو نوبت به فاصله ۱۵ روز آگهی می‌شود در صورتی که اشخاص نسبت به صدور سند مالکیت متقاضیان اعتراضی داشته باشند می‌توانند از تاریخ انتشار اولین آگهی به مدت دو ماه اعتراض خود را به این اداره تسلیم و پس از اخذ رسید ظرف یک ماه از تاریخ تسلیم اعتراض دادخواست خود را به مرجع قضایی تقدیم نمایند. xyxy=(603,926,789,1002)
ad-separator xyxy=(18,985,191,986)
ad-entry: برابر رای شماره ۱۴۰۴۶۰۳۱۶۰۰۱۰۰۰۸۶۷ خانم فاطمه نوری فرزند حسین به شماره ملی ۱۴۶۲۳۴۵۶۷۸ در ششدانگ یک باب مغازه به مساحت ۳۲ مترمربع پلاک ۷ فرعی از ۱۱۲ اصلی واقع در بخش ۲ اردبیل محرز گردیده است. xyxy=(603,1272,788,1292)
ad-block xyxy=(603,1355,788,1562)
ad-entry: برابر رای شماره ۱۴۰۴۶۰۳۱۶۰۰۴۰۰۰۳۴۱ آقای حمید شریفی فرزند مرتضی در ششدانگ یک باب خانه به مساحت ۱۴۰ مترمربع پلاک ۵ فرعی از ۸۸ اصلی واقع در بخش ۲ اردبیل محرز گردیده است. xyxy=(12,145,198,166)
ad-separator xyxy=(18,329,191,330)
ad-ref: تاریخ انتشار: ۱۴۰۴/۰۷/۱۵ xyxy=(328,1023,394,1030)
ad-separator xyxy=(412,619,585,620)
header-arrow-tab-icon xyxy=(386,57,414,65)
ad-entry: برابر رای شماره ۱۴۰۴۶۰۳۱۶۰۰۱۰۰۰۸۴۵ هیات اول آقای بهروز کرمی فرزند علی به شماره شناسنامه ۱۲۵۴ صادره از اردبیل در ششدانگ یک باب خانه به مساحت ۱۴۵ مترمربع پلاک ۱۲ فرعی از ۲۳۴ اصلی واقع در بخش ۲ اردبیل خریداری از مالک رسمی آقای حسن رضایی محرز گردیده است. xyxy=(603,1431,788,1458)
ad-entry: برابر رای شماره ۱۴۰۴۶۰۳۱۶۰۰۳۰۰۰۲۳۶ آقای اکبر جعفری فرزند حسن در ششدانگ یک باب مغازه به مساحت ۲۸ مترمربع پلاک ۲ فرعی از ۱۰۱ اصلی واقع در بخش ۱ اردبیل محرز گردیده است. xyxy=(209,1099,394,1120)
ad-entry: برابر رای شماره ۱۴۰۴۶۰۳۱۶۰۰۴۰۰۰۳۲۵ خانم سمیه یزدانی فرزند فرهاد در ششدانگ یک باب آپارتمان به مساحت ۸۵ مترمربع پلاک ۱۱ فرعی از ۶۲ اصلی واقع در بخش ۳ حوزه ثبت ملک محرز گردیده است. xyxy=(12,1023,197,1044)
ad-intro: آگهی اخطار اجرایی و ابلاغ رای – اداره ثبت اسناد و املاک؛ آرای صادره هیات قانون تعیین تکلیف وضعیت ثبتی اراضی و ساختمان‌های فاقد سند رسمی xyxy=(209,622,394,643)
ad-separator xyxy=(412,481,585,482)
ad-separator xyxy=(215,1172,388,1173)
ad-ref: تاریخ انتشار نوبت اول: ۱۴۰۴/۰۷/۱۵ xyxy=(105,1106,197,1113)
ad-separator xyxy=(215,481,388,482)
ad-intro: آگهی اخطار اجرایی و ابلاغ رای – اداره ثبت اسناد و املاک؛ آرای صادره هیات قانون تعیین تکلیف وضعیت ثبتی اراضی و ساختمان‌های فاقد سند رسمی xyxy=(209,70,394,90)
ad-entry: برابر رای شماره ۱۴۰۴۶۰۳۱۶۰۰۴۰۰۰۳۲۵ خانم سمیه یزدانی فرزند فرهاد در ششدانگ یک باب آپارتمان به مساحت ۸۵ مترمربع پلاک ۱۱ فرعی از ۶۲ اصلی واقع در بخش ۳ حوزه ثبت ملک محرز گردیده است. xyxy=(12,104,197,125)
ad-separator xyxy=(18,460,191,461)
ad-block xyxy=(209,761,394,892)
ad-column xyxy=(603,70,789,1776)
ad-entry: برابر رای شماره ۱۴۰۴۶۰۳۱۶۰۰۱۰۰۰۸۴۵ هیات اول آقای بهروز کرمی فرزند علی به شماره شناسنامه ۱۲۵۴ صادره از اردبیل در ششدانگ یک باب خانه به مساحت ۱۴۵ مترمربع پلاک ۱۲ فرعی از ۲۳۴ اصلی واقع در بخش ۲ اردبیل خریداری از مالک رسمی آقای حسن رضایی محرز گردیده است. xyxy=(603,574,788,602)
ad-entry: برابر رای شماره ۱۴۰۴۶۰۳۱۶۰۰۴۰۰۰۳۲۵ خانم سمیه یزدانی فرزند فرهاد در ششدانگ یک باب آپارتمان به مساحت ۸۵ مترمربع پلاک ۱۱ فرعی از ۶۲ اصلی واقع در بخش ۳ حوزه ثبت ملک محرز گردیده است. xyxy=(12,498,197,519)
ad-intro: آگهی فقدان سند مالکیت و آرای هیات‌های حل اختلاف ثبتی – مشخصات متقاضیان و املاک مورد تقاضا به شرح ذیل آگهی می‌گردد xyxy=(12,70,197,83)
ad-entry: برابر رای شماره ۱۴۰۴۶۰۳۱۶۰۰۳۰۰۰۲۴۹ آقای محمدرضا امینی فرزند ولی در ششدانگ یک باب خانه به مساحت ۱۵۵ مترمربع پلاک ۷۷ فرعی از ۳۱۲ اصلی واقع در بخش ۲ خریداری از مالک رسمی محرز گردیده است. xyxy=(209,567,395,588)
ad-entry: برابر رای شماره ۱۴۰۴۶۰۳۱۶۰۰۳۰۰۰۲۲۴ خانم مریم عباسی فرزند غلامرضا در ششدانگ یک قطعه زمین به مساحت ۲۲۵ مترمربع پلاک ۱۵ فرعی از ۷۳ اصلی واقع در بخش ۴ حوزه ثبت ملک محرز گردیده است. xyxy=(209,111,395,132)
ad-entry: برابر رای شماره ۱۴۰۴۶۰۳۱۶۰۰۴۰۰۰۳۱۲ آقای علیرضا موسوی فرزند مجید به شماره شناسنامه ۹۸۲ در ششدانگ یک باب خانه به مساحت ۱۷۵ مترمربع پلاک ۴۴ فرعی از ۱۹ اصلی واقع در بخش ۲ محرز گردیده است. xyxy=(12,477,197,498)
ad-entry: برابر رای شماره ۱۴۰۴۶۰۳۱۶۰۰۳۰۰۰۲۳۶ آقای اکبر جعفری فرزند حسن در ششدانگ یک باب مغازه به مساحت ۲۸ مترمربع پلاک ۲ فرعی از ۱۰۱ اصلی واقع در بخش ۱ اردبیل محرز گردیده است. xyxy=(209,270,394,291)
ad-entry: برابر رای شماره ۱۴۰۴۶۰۳۱۶۰۰۴۰۰۰۳۳۸ آقای داوود زارعی فرزند عیسی در ششدانگ یک قطعه زمین به مساحت ۴۲۰ مترمربع پلاک ۲۸ فرعی از ۱۵۶ اصلی واقع در بخش ۴ خریداری مع الواسطه از مالک رسمی محرز گردیده است. xyxy=(12,650,197,671)
ad-ref: رئیس اداره ثبت اسناد و املاک – م الف xyxy=(490,885,591,892)
ad-entry: برابر رای شماره ۱۴۰۴۶۰۳۱۶۰۰۱۰۰۰۸۸۱ آقای یوسف ابراهیمی فرزند اکبر در ششدانگ یک قطعه زمین مزروعی به مساحت ۱۲۵۰ مترمربع پلاک ۳ فرعی از ۴۱ اصلی واقع در بخش ۴ حوزه ثبت ملک محرز گردیده است. xyxy=(603,1313,788,1334)
ad-ref: تاریخ انتشار: ۱۴۰۴/۰۷/۱۵ xyxy=(328,1161,394,1168)
ad-block xyxy=(209,485,394,616)
ad-entry: برابر رای شماره ۱۴۰۴۶۰۳۱۶۰۰۴۰۰۰۳۵۴ آقای فرشاد طاهری فرزند احمد در ششدانگ یک باب انبار به مساحت ۳۶۰ مترمربع پلاک ۱۷ فرعی از ۲۱۹ اصلی واقع در بخش ۳ محرز گردیده است. xyxy=(12,166,198,187)
ad-entry: برابر رای شماره ۱۴۰۴۶۰۳۱۶۰۰۱۰۰۰۸۴۵ هیات اول آقای بهروز کرمی فرزند علی به شماره شناسنامه ۱۲۵۴ صادره از اردبیل در ششدانگ یک باب خانه به مساحت ۱۴۵ مترمربع پلاک ۱۲ فرعی از ۲۳۴ اصلی واقع در بخش ۲ اردبیل خریداری از مالک رسمی آقای حسن رضایی محرز گردیده است. xyxy=(603,1002,788,1030)
ad-entry: برابر رای شماره ۱۴۰۴۶۰۳۱۶۰۰۲۰۰۰۱۲۳ آقای مهدی حسینی فرزند جواد به شماره شناسنامه ۵۶۱ در ششدانگ یک باب خانه به مساحت ۱۶۵ مترمربع پلاک ۱۹ فرعی از ۸۲ اصلی واقع در بخش ۲ خریداری از مالک رسمی محرز گردیده است. xyxy=(406,505,592,526)
ad-entry: برابر رای شماره ۱۴۰۴۶۰۳۱۶۰۰۴۰۰۰۳۴۱ آقای حمید شریفی فرزند مرتضی در ششدانگ یک باب خانه به مساحت ۱۴۰ مترمربع پلاک ۵ فرعی از ۸۸ اصلی واقع در بخش ۲ اردبیل محرز گردیده است. xyxy=(12,671,198,692)
ad-ref: تاریخ انتشار نوبت اول: ۱۴۰۴/۰۷/۱۵ – تاریخ انتشار نوبت دوم: ۱۴۰۴/۰۷/۳۰ xyxy=(603,1334,788,1348)
ad-intro: آگهی اخطار اجرایی و ابلاغ رای – اداره ثبت اسناد و املاک؛ آرای صادره هیات قانون تعیین تکلیف وضعیت ثبتی اراضی و ساختمان‌های فاقد سند رسمی xyxy=(209,484,394,505)
ad-entry: برابر رای شماره ۱۴۰۴۶۰۳۱۶۰۰۲۰۰۰۱۳۷ خانم زهرا کاظمی فرزند عباس در ششدانگ یک باب آپارتمان به مساحت ۹۸ مترمربع پلاک ۴ فرعی از ۲۷ اصلی واقع در بخش ۱ حوزه ثبت ملک محرز گردیده است. xyxy=(406,940,592,961)
ad-ref: رئیس اداره ثبت اسناد و املاک – م الف xyxy=(490,332,591,339)
ad-entry: برابر رای شماره ۱۴۰۴۶۰۳۱۶۰۰۱۰۰۰۸۸۱ آقای یوسف ابراهیمی فرزند اکبر در ششدانگ یک قطعه زمین مزروعی به مساحت ۱۲۵۰ مترمربع پلاک ۳ فرعی از ۴۱ اصلی واقع در بخش ۴ حوزه ثبت ملک محرز گردیده است. xyxy=(603,456,788,477)
ad-separator xyxy=(215,204,388,205)
ad-block xyxy=(12,989,197,1113)
ad-entry: برابر رای شماره ۱۴۰۴۶۰۳۱۶۰۰۲۰۰۰۱۲۳ آقای مهدی حسینی فرزند جواد به شماره شناسنامه ۵۶۱ در ششدانگ یک باب خانه به مساحت ۱۶۵ مترمربع پلاک ۱۹ فرعی از ۸۲ اصلی واقع در بخش ۲ خریداری از مالک رسمی محرز گردیده است. xyxy=(406,1058,592,1079)
ad-entry: برابر رای شماره ۱۴۰۴۶۰۳۱۶۰۰۴۰۰۰۳۵۴ آقای فرشاد طاهری فرزند احمد در ششدانگ یک باب انبار به مساحت ۳۶۰ مترمربع پلاک ۱۷ فرعی از ۲۱۹ اصلی واقع در بخش ۳ محرز گردیده است. xyxy=(12,954,198,975)
ad-entry: برابر رای شماره ۱۴۰۴۶۰۳۱۶۰۰۱۰۰۰۸۶۷ خانم فاطمه نوری فرزند حسین به شماره ملی ۱۴۶۲۳۴۵۶۷۸ در ششدانگ یک باب مغازه به مساحت ۳۲ مترمربع پلاک ۷ فرعی از ۱۱۲ اصلی واقع در بخش ۲ اردبیل محرز گردیده است. xyxy=(603,843,788,864)
ad-entry: برابر رای شماره ۱۴۰۴۶۰۳۱۶۰۰۱۰۰۰۸۴۵ هیات اول آقای بهروز کرمی فرزند علی به شماره شناسنامه ۱۲۵۴ صادره از اردبیل در ششدانگ یک باب خانه به مساحت ۱۴۵ مترمربع پلاک ۱۲ فرعی از ۲۳۴ اصلی واقع در بخش ۲ اردبیل خریداری از مالک رسمی آقای حسن رضایی محرز گردیده است. xyxy=(603,1645,788,1672)
ad-entry: برابر رای شماره ۱۴۰۴۶۰۳۱۶۰۰۴۰۰۰۳۴۱ آقای حمید شریفی فرزند مرتضی در ششدانگ یک باب خانه به مساحت ۱۴۰ مترمربع پلاک ۵ فرعی از ۸۸ اصلی واقع در بخش ۲ اردبیل محرز گردیده است. xyxy=(12,539,198,560)
ad-block xyxy=(209,70,394,201)
ad-entry: برابر رای شماره ۱۴۰۴۶۰۳۱۶۰۰۴۰۰۰۳۴۱ آقای حمید شریفی فرزند مرتضی در ششدانگ یک باب خانه به مساحت ۱۴۰ مترمربع پلاک ۵ فرعی از ۸۸ اصلی واقع در بخش ۲ اردبیل محرز گردیده است. xyxy=(12,1065,198,1085)
ad-intro: آگهی اخطار اجرایی و ابلاغ رای – اداره ثبت اسناد و املاک؛ آرای صادره هیات قانون تعیین تکلیف وضعیت ثبتی اراضی و ساختمان‌های فاقد سند رسمی xyxy=(209,208,394,229)
ad-entry: برابر رای شماره ۱۴۰۴۶۰۳۱۶۰۰۱۰۰۰۸۸۱ آقای یوسف ابراهیمی فرزند اکبر در ششدانگ یک قطعه زمین مزروعی به مساحت ۱۲۵۰ مترمربع پلاک ۳ فرعی از ۴۱ اصلی واقع در بخش ۴ حوزه ثبت ملک محرز گردیده است. xyxy=(603,1099,788,1120)
ad-entry: برابر رای شماره ۱۴۰۴۶۰۳۱۶۰۰۴۰۰۰۳۵۴ آقای فرشاد طاهری فرزند احمد در ششدانگ یک باب انبار به مساحت ۳۶۰ مترمربع پلاک ۱۷ فرعی از ۲۱۹ اصلی واقع در بخش ۳ محرز گردیده است. xyxy=(12,691,198,712)
ad-entry: برابر رای شماره ۱۴۰۴۶۰۳۱۶۰۰۴۰۰۰۳۳۸ آقای داوود زارعی فرزند عیسی در ششدانگ یک قطعه زمین به مساحت ۴۲۰ مترمربع پلاک ۲۸ فرعی از ۱۵۶ اصلی واقع در بخش ۴ خریداری مع الواسطه از مالک رسمی محرز گردیده است. xyxy=(12,1044,197,1065)
ad-entry: برابر رای شماره ۱۴۰۴۶۰۳۱۶۰۰۳۰۰۰۲۱۱ آقای جعفر نجفی فرزند رحیم به شماره شناسنامه ۲۳۴ در ششدانگ یک باب خانه به مساحت ۱۹۰ مترمربع پلاک ۳۲ فرعی از ۱۴ اصلی واقع در بخش ۲ محرز گردیده است. xyxy=(209,367,395,387)
ad-entry: برابر رای شماره ۱۴۰۴۶۰۳۱۶۰۰۳۰۰۰۲۲۴ خانم مریم عباسی فرزند غلامرضا در ششدانگ یک قطعه زمین به مساحت ۲۲۵ مترمربع پلاک ۱۵ فرعی از ۷۳ اصلی واقع در بخش ۴ حوزه ثبت ملک محرز گردیده است. xyxy=(209,664,395,685)
ad-block xyxy=(12,333,197,457)
ad-entry: برابر رای شماره ۱۴۰۴۶۰۳۱۶۰۰۳۰۰۰۲۲۴ خانم مریم عباسی فرزند غلامرضا در ششدانگ یک قطعه زمین به مساحت ۲۲۵ مترمربع پلاک ۱۵ فرعی از ۷۳ اصلی واقع در بخش ۴ حوزه ثبت ملک محرز گردیده است. xyxy=(209,1078,395,1099)
ad-entry: برابر رای شماره ۱۴۰۴۶۰۳۱۶۰۰۴۰۰۰۳۴۱ آقای حمید شریفی فرزند مرتضی در ششدانگ یک باب خانه به مساحت ۱۴۰ مترمربع پلاک ۵ فرعی از ۸۸ اصلی واقع در بخش ۲ اردبیل محرز گردیده است. xyxy=(12,408,198,429)
ad-entry: برابر رای شماره ۱۴۰۴۶۰۳۱۶۰۰۳۰۰۰۲۲۴ خانم مریم عباسی فرزند غلامرضا در ششدانگ یک قطعه زمین به مساحت ۲۲۵ مترمربع پلاک ۱۵ فرعی از ۷۳ اصلی واقع در بخش ۴ حوزه ثبت ملک محرز گردیده است. xyxy=(209,940,395,961)
ad-entry: برابر رای شماره ۱۴۰۴۶۰۳۱۶۰۰۱۰۰۰۸۴۵ هیات اول آقای بهروز کرمی فرزند علی به شماره شناسنامه ۱۲۵۴ صادره از اردبیل در ششدانگ یک باب خانه به مساحت ۱۴۵ مترمربع پلاک ۱۲ فرعی از ۲۳۴ اصلی واقع در بخش ۲ اردبیل خریداری از مالک رسمی آقای حسن رضایی محرز گردیده است. xyxy=(603,360,788,387)
ad-block xyxy=(406,761,591,892)
ad-entry: برابر رای شماره ۱۴۰۴۶۰۳۱۶۰۰۲۰۰۰۱۵۸ آقای سعید مرادی فرزند یوسف در ششدانگ یک باب کارگاه به مساحت ۲۴۰ مترمربع پلاک ۸ فرعی از ۹۴ اصلی واقع در بخش ۲ خریداری مع الواسطه از مالک رسمی محرز گردیده است. xyxy=(406,567,592,588)
ad-block xyxy=(406,485,591,616)
ad-entry: برابر رای شماره ۱۴۰۴۶۰۳۱۶۰۰۲۰۰۰۱۵۸ آقای سعید مرادی فرزند یوسف در ششدانگ یک باب کارگاه به مساحت ۲۴۰ مترمربع پلاک ۸ فرعی از ۹۴ اصلی واقع در بخش ۲ خریداری مع الواسطه از مالک رسمی محرز گردیده است. xyxy=(406,429,592,450)
ad-ref: رئیس اداره ثبت اسناد و املاک – م الف xyxy=(490,194,591,201)
ad-block xyxy=(406,208,591,339)
ad-entry: برابر رای شماره ۱۴۰۴۶۰۳۱۶۰۰۱۰۰۰۸۷۳ آقای رضا صادقی فرزند قربان به شماره شناسنامه ۸۷۶ در ششدانگ یک باب خانه به مساحت ۱۸۰ مترمربع پلاک ۲۳ فرعی از ۶۵ اصلی واقع در بخش ۲ اردبیل خریداری از مالک رسمی محرز گردیده است. xyxy=(603,1078,789,1099)
issue-date-line: سه‌شنبه ۱۵ مهر ۱۴۰۴ | شماره ۶۰۱۸ xyxy=(58,38,226,49)
ad-column xyxy=(406,70,591,1230)
ad-separator xyxy=(412,204,585,205)
ad-entry: برابر رای شماره ۱۴۰۴۶۰۳۱۶۰۰۳۰۰۰۲۲۴ خانم مریم عباسی فرزند غلامرضا در ششدانگ یک قطعه زمین به مساحت ۲۲۵ مترمربع پلاک ۱۵ فرعی از ۷۳ اصلی واقع در بخش ۴ حوزه ثبت ملک محرز گردیده است. xyxy=(209,526,395,546)
ad-entry: برابر رای شماره ۱۴۰۴۶۰۳۱۶۰۰۱۰۰۰۸۵۲ آقای علی احمدی فرزند محمد به شماره شناسنامه ۳۴۵ در ششدانگ یک قطعه زمین با بنای احداثی به مساحت ۲۱۰ مترمربع پلاک ۴۵ فرعی از ۱۸ اصلی واقع در بخش ۳ حوزه ثبت ملک خریداری مع الواسطه از مالک رسمی محرز گردیده است. xyxy=(603,1030,788,1058)
ad-entry: برابر رای شماره ۱۴۰۴۶۰۳۱۶۰۰۲۰۰۰۱۶۲ آقای ناصر قاسمی فرزند کریم در ششدانگ یک باب خانه به مساحت ۱۳۵ مترمربع پلاک ۶۱ فرعی از ۲۰۵ اصلی واقع در بخش ۲ اردبیل محرز گردیده است. xyxy=(406,311,592,332)
ad-intro: آگهی اخطار اجرایی و ابلاغ رای – اداره ثبت اسناد و املاک؛ آرای صادره هیات قانون تعیین تکلیف وضعیت ثبتی اراضی و ساختمان‌های فاقد سند رسمی xyxy=(209,346,394,367)
ad-entry: برابر رای شماره ۱۴۰۴۶۰۳۱۶۰۰۴۰۰۰۳۱۲ آقای علیرضا موسوی فرزند مجید به شماره شناسنامه ۹۸۲ در ششدانگ یک باب خانه به مساحت ۱۷۵ مترمربع پلاک ۴۴ فرعی از ۱۹ اصلی واقع در بخش ۲ محرز گردیده است. xyxy=(12,740,197,761)
ad-entry: برابر رای شماره ۱۴۰۴۶۰۳۱۶۰۰۲۰۰۰۱۴۵ آقای حسین رحیمی فرزند نادر به شماره ملی ۱۴۶۰۹۸۷۶۵۴ در ششدانگ یک قطعه زمین به مساحت ۳۰۰ مترمربع پلاک ۵۶ فرعی از ۱۳ اصلی واقع در بخش ۳ محرز گردیده است. xyxy=(406,408,591,429)
ad-entry: برابر رای شماره ۱۴۰۴۶۰۳۱۶۰۰۲۰۰۰۱۵۸ آقای سعید مرادی فرزند یوسف در ششدانگ یک باب کارگاه به مساحت ۲۴۰ مترمربع پلاک ۸ فرعی از ۹۴ اصلی واقع در بخش ۲ خریداری مع الواسطه از مالک رسمی محرز گردیده است. xyxy=(406,152,592,173)
ad-entry: برابر رای شماره ۱۴۰۴۶۰۳۱۶۰۰۲۰۰۰۱۲۳ آقای مهدی حسینی فرزند جواد به شماره شناسنامه ۵۶۱ در ششدانگ یک باب خانه به مساحت ۱۶۵ مترمربع پلاک ۱۹ فرعی از ۸۲ اصلی واقع در بخش ۲ خریداری از مالک رسمی محرز گردیده است. xyxy=(406,920,592,940)
ad-block xyxy=(603,713,788,920)
ad-entry: برابر رای شماره ۱۴۰۴۶۰۳۱۶۰۰۲۰۰۰۱۶۲ آقای ناصر قاسمی فرزند کریم در ششدانگ یک باب خانه به مساحت ۱۳۵ مترمربع پلاک ۶۱ فرعی از ۲۰۵ اصلی واقع در بخش ۲ اردبیل محرز گردیده است. xyxy=(406,864,592,885)
ad-entry: برابر رای شماره ۱۴۰۴۶۰۳۱۶۰۰۱۰۰۰۸۶۷ خانم فاطمه نوری فرزند حسین به شماره ملی ۱۴۶۲۳۴۵۶۷۸ در ششدانگ یک باب مغازه به مساحت ۳۲ مترمربع پلاک ۷ فرعی از ۱۱۲ اصلی واقع در بخش ۲ اردبیل محرز گردیده است. xyxy=(603,201,788,222)
ad-entry: برابر رای شماره ۱۴۰۴۶۰۳۱۶۰۰۳۰۰۰۲۴۹ آقای محمدرضا امینی فرزند ولی در ششدانگ یک باب خانه به مساحت ۱۵۵ مترمربع پلاک ۷۷ فرعی از ۳۱۲ اصلی واقع در بخش ۲ خریداری از مالک رسمی محرز گردیده است. xyxy=(209,982,395,1002)
ad-entry: برابر رای شماره ۱۴۰۴۶۰۳۱۶۰۰۳۰۰۰۲۵۳ آقای کریم سلیمانی فرزند اسماعیل در ششدانگ یک قطعه باغ به مساحت ۱۸۰۰ مترمربع پلاک ۹ فرعی از ۵۸ اصلی واقع در بخش ۵ محرز گردیده است. xyxy=(209,173,394,194)
ad-intro: آگهی موضوع ماده ۳ قانون و ماده ۱۳ آیین نامه قانون تعیین تکلیف وضعیت ثبتی اراضی و ساختمان‌های فاقد سند رسمی برابر آرای صادره هیات موضوع قانون تعیین تکلیف وضعیت ثبتی اراضی و ساختمان‌های فاقد سند رسمی مستقر در واحد ثبتی حوزه ثبت ملک تصرفات مالکانه بلامعارض متقاضیان محرز گردیده است لذا مشخصات متقاضیان و املاک مورد تقاضا به شرح زیر در دو نوبت به فاصله ۱۵ روز آگهی می‌شود در صورتی که اشخاص نسبت به صدور سند مالکیت متقاضیان اعتراضی داشته باشند می‌توانند از تاریخ انتشار اولین آگهی به مدت دو ماه اعتراض خود را به این اداره تسلیم و پس از اخذ رسید ظرف یک ماه از تاریخ تسلیم اعتراض دادخواست خود را به مرجع قضایی تقدیم نمایند. xyxy=(603,1355,789,1431)
ad-separator xyxy=(18,723,191,724)
ad-entry: برابر رای شماره ۱۴۰۴۶۰۳۱۶۰۰۱۰۰۰۸۵۲ آقای علی احمدی فرزند محمد به شماره شناسنامه ۳۴۵ در ششدانگ یک قطعه زمین با بنای احداثی به مساحت ۲۱۰ مترمربع پلاک ۴۵ فرعی از ۱۸ اصلی واقع در بخش ۳ حوزه ثبت ملک خریداری مع الواسطه از مالک رسمی محرز گردیده است. xyxy=(603,1244,788,1272)
ad-entry: برابر رای شماره ۱۴۰۴۶۰۳۱۶۰۰۴۰۰۰۳۳۸ آقای داوود زارعی فرزند عیسی در ششدانگ یک قطعه زمین به مساحت ۴۲۰ مترمربع پلاک ۲۸ فرعی از ۱۵۶ اصلی واقع در بخش ۴ خریداری مع الواسطه از مالک رسمی محرز گردیده است. xyxy=(12,913,197,933)
ad-entry: برابر رای شماره ۱۴۰۴۶۰۳۱۶۰۰۴۰۰۰۳۲۵ خانم سمیه یزدانی فرزند فرهاد در ششدانگ یک باب آپارتمان به مساحت ۸۵ مترمربع پلاک ۱۱ فرعی از ۶۲ اصلی واقع در بخش ۳ حوزه ثبت ملک محرز گردیده است. xyxy=(12,235,197,256)
ad-entry: برابر رای شماره ۱۴۰۴۶۰۳۱۶۰۰۴۰۰۰۳۴۱ آقای حمید شریفی فرزند مرتضی در ششدانگ یک باب خانه به مساحت ۱۴۰ مترمربع پلاک ۵ فرعی از ۸۸ اصلی واقع در بخش ۲ اردبیل محرز گردیده است. xyxy=(12,802,198,823)
ad-entry: برابر رای شماره ۱۴۰۴۶۰۳۱۶۰۰۲۰۰۰۱۴۵ آقای حسین رحیمی فرزند نادر به شماره ملی ۱۴۶۰۹۸۷۶۵۴ در ششدانگ یک قطعه زمین به مساحت ۳۰۰ مترمربع پلاک ۵۶ فرعی از ۱۳ اصلی واقع در بخش ۳ محرز گردیده است. xyxy=(406,132,591,152)
ebtekar-calligraphy-logo-icon xyxy=(8,4,54,54)
ad-intro: آگهی دعوت به جلسه مجمع عمومی و اطلاعیه‌های ثبتی – آرای هیات حل اختلاف موضوع قانون تعیین تکلیف وضعیت ثبتی اراضی و ساختمان‌های فاقد سند رسمی xyxy=(406,761,591,781)
ad-intro: آگهی موضوع ماده ۳ قانون و ماده ۱۳ آیین نامه قانون تعیین تکلیف وضعیت ثبتی اراضی و ساختمان‌های فاقد سند رسمی برابر آرای صادره هیات موضوع قانون تعیین تکلیف وضعیت ثبتی اراضی و ساختمان‌های فاقد سند رسمی مستقر در واحد ثبتی حوزه ثبت ملک تصرفات مالکانه بلامعارض متقاضیان محرز گردیده است لذا مشخصات متقاضیان و املاک مورد تقاضا به شرح زیر در دو نوبت به فاصله ۱۵ روز آگهی می‌شود در صورتی که اشخاص نسبت به صدور سند مالکیت متقاضیان اعتراضی داشته باشند می‌توانند از تاریخ انتشار اولین آگهی به مدت دو ماه اعتراض خود را به این اداره تسلیم و پس از اخذ رسید ظرف یک ماه از تاریخ تسلیم اعتراض دادخواست خود را به مرجع قضایی تقدیم نمایند. xyxy=(603,1140,789,1216)
ad-intro: آگهی دعوت به جلسه مجمع عمومی و اطلاعیه‌های ثبتی – آرای هیات حل اختلاف موضوع قانون تعیین تکلیف وضعیت ثبتی اراضی و ساختمان‌های فاقد سند رسمی xyxy=(406,622,591,643)
ad-entry: برابر رای شماره ۱۴۰۴۶۰۳۱۶۰۰۳۰۰۰۲۵۳ آقای کریم سلیمانی فرزند اسماعیل در ششدانگ یک قطعه باغ به مساحت ۱۸۰۰ مترمربع پلاک ۹ فرعی از ۵۸ اصلی واقع در بخش ۵ محرز گردیده است. xyxy=(209,450,394,470)
ad-block xyxy=(12,464,197,588)
ad-entry: برابر رای شماره ۱۴۰۴۶۰۳۱۶۰۰۲۰۰۰۱۶۲ آقای ناصر قاسمی فرزند کریم در ششدانگ یک باب خانه به مساحت ۱۳۵ مترمربع پلاک ۶۱ فرعی از ۲۰۵ اصلی واقع در بخش ۲ اردبیل محرز گردیده است. xyxy=(406,450,592,470)
ad-ref: تاریخ انتشار: ۱۴۰۴/۰۷/۱۵ xyxy=(328,608,394,615)
ad-entry: برابر رای شماره ۱۴۰۴۶۰۳۱۶۰۰۲۰۰۰۱۳۷ خانم زهرا کاظمی فرزند عباس در ششدانگ یک باب آپارتمان به مساحت ۹۸ مترمربع پلاک ۴ فرعی از ۲۷ اصلی واقع در بخش ۱ حوزه ثبت ملک محرز گردیده است. xyxy=(406,387,592,408)
ad-entry: برابر رای شماره ۱۴۰۴۶۰۳۱۶۰۰۳۰۰۰۲۳۶ آقای اکبر جعفری فرزند حسن در ششدانگ یک باب مغازه به مساحت ۲۸ مترمربع پلاک ۲ فرعی از ۱۰۱ اصلی واقع در بخش ۱ اردبیل محرز گردیده است. xyxy=(209,546,394,567)
ad-entry: برابر رای شماره ۱۴۰۴۶۰۳۱۶۰۰۴۰۰۰۳۳۸ آقای داوود زارعی فرزند عیسی در ششدانگ یک قطعه زمین به مساحت ۴۲۰ مترمربع پلاک ۲۸ فرعی از ۱۵۶ اصلی واقع در بخش ۴ خریداری مع الواسطه از مالک رسمی محرز گردیده است. xyxy=(12,781,197,802)
ad-entry: برابر رای شماره ۱۴۰۴۶۰۳۱۶۰۰۲۰۰۰۱۴۵ آقای حسین رحیمی فرزند نادر به شماره ملی ۱۴۶۰۹۸۷۶۵۴ در ششدانگ یک قطعه زمین به مساحت ۳۰۰ مترمربع پلاک ۵۶ فرعی از ۱۳ اصلی واقع در بخش ۳ محرز گردیده است. xyxy=(406,1099,591,1120)
ad-separator xyxy=(609,1780,782,1781)
ad-entry: برابر رای شماره ۱۴۰۴۶۰۳۱۶۰۰۲۰۰۰۱۳۷ خانم زهرا کاظمی فرزند عباس در ششدانگ یک باب آپارتمان به مساحت ۹۸ مترمربع پلاک ۴ فرعی از ۲۷ اصلی واقع در بخش ۱ حوزه ثبت ملک محرز گردیده است. xyxy=(406,1078,592,1099)
ad-intro: آگهی دعوت به جلسه مجمع عمومی و اطلاعیه‌های ثبتی – آرای هیات حل اختلاف موضوع قانون تعیین تکلیف وضعیت ثبتی اراضی و ساختمان‌های فاقد سند رسمی xyxy=(406,346,591,367)
ad-entry: برابر رای شماره ۱۴۰۴۶۰۳۱۶۰۰۳۰۰۰۲۲۴ خانم مریم عباسی فرزند غلامرضا در ششدانگ یک قطعه زمین به مساحت ۲۲۵ مترمربع پلاک ۱۵ فرعی از ۷۳ اصلی واقع در بخش ۴ حوزه ثبت ملک محرز گردیده است. xyxy=(209,387,395,408)
ad-separator xyxy=(215,895,388,896)
ad-entry: برابر رای شماره ۱۴۰۴۶۰۳۱۶۰۰۳۰۰۰۲۱۱ آقای جعفر نجفی فرزند رحیم به شماره شناسنامه ۲۳۴ در ششدانگ یک باب خانه به مساحت ۱۹۰ مترمربع پلاک ۳۲ فرعی از ۱۴ اصلی واقع در بخش ۲ محرز گردیده است. xyxy=(209,228,395,249)
ad-block xyxy=(12,201,197,325)
ad-separator xyxy=(412,895,585,896)
ad-entry: برابر رای شماره ۱۴۰۴۶۰۳۱۶۰۰۳۰۰۰۲۱۱ آقای جعفر نجفی فرزند رحیم به شماره شناسنامه ۲۳۴ در ششدانگ یک باب خانه به مساحت ۱۹۰ مترمربع پلاک ۳۲ فرعی از ۱۴ اصلی واقع در بخش ۲ محرز گردیده است. xyxy=(209,643,395,664)
ad-entry: برابر رای شماره ۱۴۰۴۶۰۳۱۶۰۰۳۰۰۰۲۵۳ آقای کریم سلیمانی فرزند اسماعیل در ششدانگ یک قطعه باغ به مساحت ۱۸۰۰ مترمربع پلاک ۹ فرعی از ۵۸ اصلی واقع در بخش ۵ محرز گردیده است. xyxy=(209,1141,394,1161)
ad-separator xyxy=(609,709,782,710)
ad-ref: تاریخ انتشار: ۱۴۰۴/۰۷/۱۵ xyxy=(328,470,394,477)
ad-ref: تاریخ انتشار نوبت اول: ۱۴۰۴/۰۷/۱۵ xyxy=(105,318,197,325)
ad-entry: برابر رای شماره ۱۴۰۴۶۰۳۱۶۰۰۱۰۰۰۸۸۱ آقای یوسف ابراهیمی فرزند اکبر در ششدانگ یک قطعه زمین مزروعی به مساحت ۱۲۵۰ مترمربع پلاک ۳ فرعی از ۴۱ اصلی واقع در بخش ۴ حوزه ثبت ملک محرز گردیده است. xyxy=(603,671,788,691)
ad-entry: برابر رای شماره ۱۴۰۴۶۰۳۱۶۰۰۱۰۰۰۸۷۳ آقای رضا صادقی فرزند قربان به شماره شناسنامه ۸۷۶ در ششدانگ یک باب خانه به مساحت ۱۸۰ مترمربع پلاک ۲۳ فرعی از ۶۵ اصلی واقع در بخش ۲ اردبیل خریداری از مالک رسمی محرز گردیده است. xyxy=(603,436,789,456)
ad-separator xyxy=(609,923,782,924)
ad-entry: برابر رای شماره ۱۴۰۴۶۰۳۱۶۰۰۱۰۰۰۸۵۲ آقای علی احمدی فرزند محمد به شماره شناسنامه ۳۴۵ در ششدانگ یک قطعه زمین با بنای احداثی به مساحت ۲۱۰ مترمربع پلاک ۴۵ فرعی از ۱۸ اصلی واقع در بخش ۳ حوزه ثبت ملک خریداری مع الواسطه از مالک رسمی محرز گردیده است. xyxy=(603,173,788,201)
ad-entry: برابر رای شماره ۱۴۰۴۶۰۳۱۶۰۰۳۰۰۰۲۳۶ آقای اکبر جعفری فرزند حسن در ششدانگ یک باب مغازه به مساحت ۲۸ مترمربع پلاک ۲ فرعی از ۱۰۱ اصلی واقع در بخش ۱ اردبیل محرز گردیده است. xyxy=(209,961,394,982)
ad-block xyxy=(603,498,788,705)
ad-ref: رئیس اداره ثبت اسناد و املاک – م الف xyxy=(490,1023,591,1030)
ad-ref: تاریخ انتشار نوبت اول: ۱۴۰۴/۰۷/۱۵ xyxy=(105,975,197,982)
ad-intro: آگهی موضوع ماده ۳ قانون و ماده ۱۳ آیین نامه قانون تعیین تکلیف وضعیت ثبتی اراضی و ساختمان‌های فاقد سند رسمی برابر آرای صادره هیات موضوع قانون تعیین تکلیف وضعیت ثبتی اراضی و ساختمان‌های فاقد سند رسمی مستقر در واحد ثبتی حوزه ثبت ملک تصرفات مالکانه بلامعارض متقاضیان محرز گردیده است لذا مشخصات متقاضیان و املاک مورد تقاضا به شرح زیر در دو نوبت به فاصله ۱۵ روز آگهی می‌شود در صورتی که اشخاص نسبت به صدور سند مالکیت متقاضیان اعتراضی داشته باشند می‌توانند از تاریخ انتشار اولین آگهی به مدت دو ماه اعتراض خود را به این اداره تسلیم و پس از اخذ رسید ظرف یک ماه از تاریخ تسلیم اعتراض دادخواست خود را به مرجع قضایی تقدیم نمایند. xyxy=(603,712,789,788)
ad-entry: برابر رای شماره ۱۴۰۴۶۰۳۱۶۰۰۴۰۰۰۳۵۴ آقای فرشاد طاهری فرزند احمد در ششدانگ یک باب انبار به مساحت ۳۶۰ مترمربع پلاک ۱۷ فرعی از ۲۱۹ اصلی واقع در بخش ۳ محرز گردیده است. xyxy=(12,560,198,581)
page-number: ۷ xyxy=(391,6,409,41)
ad-entry: برابر رای شماره ۱۴۰۴۶۰۳۱۶۰۰۱۰۰۰۸۵۲ آقای علی احمدی فرزند محمد به شماره شناسنامه ۳۴۵ در ششدانگ یک قطعه زمین با بنای احداثی به مساحت ۲۱۰ مترمربع پلاک ۴۵ فرعی از ۱۸ اصلی واقع در بخش ۳ حوزه ثبت ملک خریداری مع الواسطه از مالک رسمی محرز گردیده است. xyxy=(603,1458,788,1486)
ad-intro: آگهی دعوت به جلسه مجمع عمومی و اطلاعیه‌های ثبتی – آرای هیات حل اختلاف موضوع قانون تعیین تکلیف وضعیت ثبتی اراضی و ساختمان‌های فاقد سند رسمی xyxy=(406,208,591,229)
ad-ref: تاریخ انتشار نوبت اول: ۱۴۰۴/۰۷/۱۵ xyxy=(105,187,197,194)
ad-separator xyxy=(609,1137,782,1138)
ad-entry: برابر رای شماره ۱۴۰۴۶۰۳۱۶۰۰۲۰۰۰۱۴۵ آقای حسین رحیمی فرزند نادر به شماره ملی ۱۴۶۰۹۸۷۶۵۴ در ششدانگ یک قطعه زمین به مساحت ۳۰۰ مترمربع پلاک ۵۶ فرعی از ۱۳ اصلی واقع در بخش ۳ محرز گردیده است. xyxy=(406,685,591,705)
ad-separator xyxy=(215,342,388,343)
ad-entry: برابر رای شماره ۱۴۰۴۶۰۳۱۶۰۰۱۰۰۰۸۶۷ خانم فاطمه نوری فرزند حسین به شماره ملی ۱۴۶۲۳۴۵۶۷۸ در ششدانگ یک باب مغازه به مساحت ۳۲ مترمربع پلاک ۷ فرعی از ۱۱۲ اصلی واقع در بخش ۲ اردبیل محرز گردیده است. xyxy=(603,1700,788,1721)
ad-column xyxy=(12,70,197,1230)
ad-ref: تاریخ انتشار: ۱۴۰۴/۰۷/۱۵ xyxy=(328,747,394,754)
ad-entry: برابر رای شماره ۱۴۰۴۶۰۳۱۶۰۰۳۰۰۰۲۳۶ آقای اکبر جعفری فرزند حسن در ششدانگ یک باب مغازه به مساحت ۲۸ مترمربع پلاک ۲ فرعی از ۱۰۱ اصلی واقع در بخش ۱ اردبیل محرز گردیده است. xyxy=(209,685,394,705)
ad-intro: آگهی فقدان سند مالکیت و آرای هیات‌های حل اختلاف ثبتی – مشخصات متقاضیان و املاک مورد تقاضا به شرح ذیل آگهی می‌گردد xyxy=(12,201,197,215)
ad-entry: برابر رای شماره ۱۴۰۴۶۰۳۱۶۰۰۳۰۰۰۲۱۱ آقای جعفر نجفی فرزند رحیم به شماره شناسنامه ۲۳۴ در ششدانگ یک باب خانه به مساحت ۱۹۰ مترمربع پلاک ۳۲ فرعی از ۱۴ اصلی واقع در بخش ۲ محرز گردیده است. xyxy=(209,505,395,526)
ad-entry: برابر رای شماره ۱۴۰۴۶۰۳۱۶۰۰۴۰۰۰۳۵۴ آقای فرشاد طاهری فرزند احمد در ششدانگ یک باب انبار به مساحت ۳۶۰ مترمربع پلاک ۱۷ فرعی از ۲۱۹ اصلی واقع در بخش ۳ محرز گردیده است. xyxy=(12,429,198,450)
ad-intro: آگهی فقدان سند مالکیت و آرای هیات‌های حل اختلاف ثبتی – مشخصات متقاضیان و املاک مورد تقاضا به شرح ذیل آگهی می‌گردد xyxy=(12,595,197,609)
ad-entry: برابر رای شماره ۱۴۰۴۶۰۳۱۶۰۰۲۰۰۰۱۳۷ خانم زهرا کاظمی فرزند عباس در ششدانگ یک باب آپارتمان به مساحت ۹۸ مترمربع پلاک ۴ فرعی از ۲۷ اصلی واقع در بخش ۱ حوزه ثبت ملک محرز گردیده است. xyxy=(406,802,592,823)
